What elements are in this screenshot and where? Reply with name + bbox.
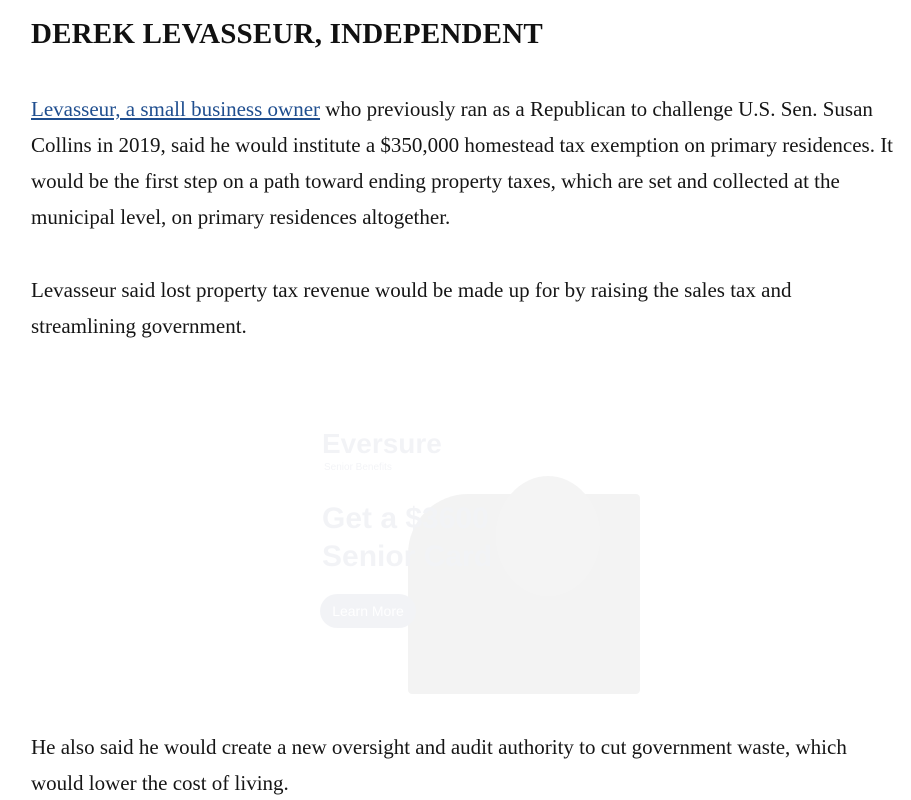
ad-headline: Get a $3600 Senior Card (322, 502, 493, 573)
ad-brand: Eversure (322, 428, 442, 459)
ad-cta-button[interactable]: Learn More (320, 594, 416, 628)
paragraph-3: He also said he would create a new oversight and audit authority to cut government waste, which would lower the cost of living. (31, 735, 847, 795)
section-heading: DEREK LEVASSEUR, INDEPENDENT (31, 18, 543, 50)
paragraph-1-text: who previously ran as a Republican to challenge U.S. Sen. Susan Collins in 2019, said he would institute a $350,000 homestead tax exemption on primary residences. It would be the first step on a path toward ending property taxes, which are set and collected at the municipal level, on primary residences altogether. (31, 97, 894, 229)
paragraph-1 (31, 91, 901, 235)
paragraph-2: Levasseur said lost property tax revenue would be made up for by raising the sales tax and streamlining government. (31, 278, 792, 338)
advertisement[interactable] (312, 388, 642, 698)
candidate-profile-link[interactable]: Levasseur, a small business owner (31, 97, 321, 121)
ad-subtitle: Senior Benefits (324, 462, 392, 473)
